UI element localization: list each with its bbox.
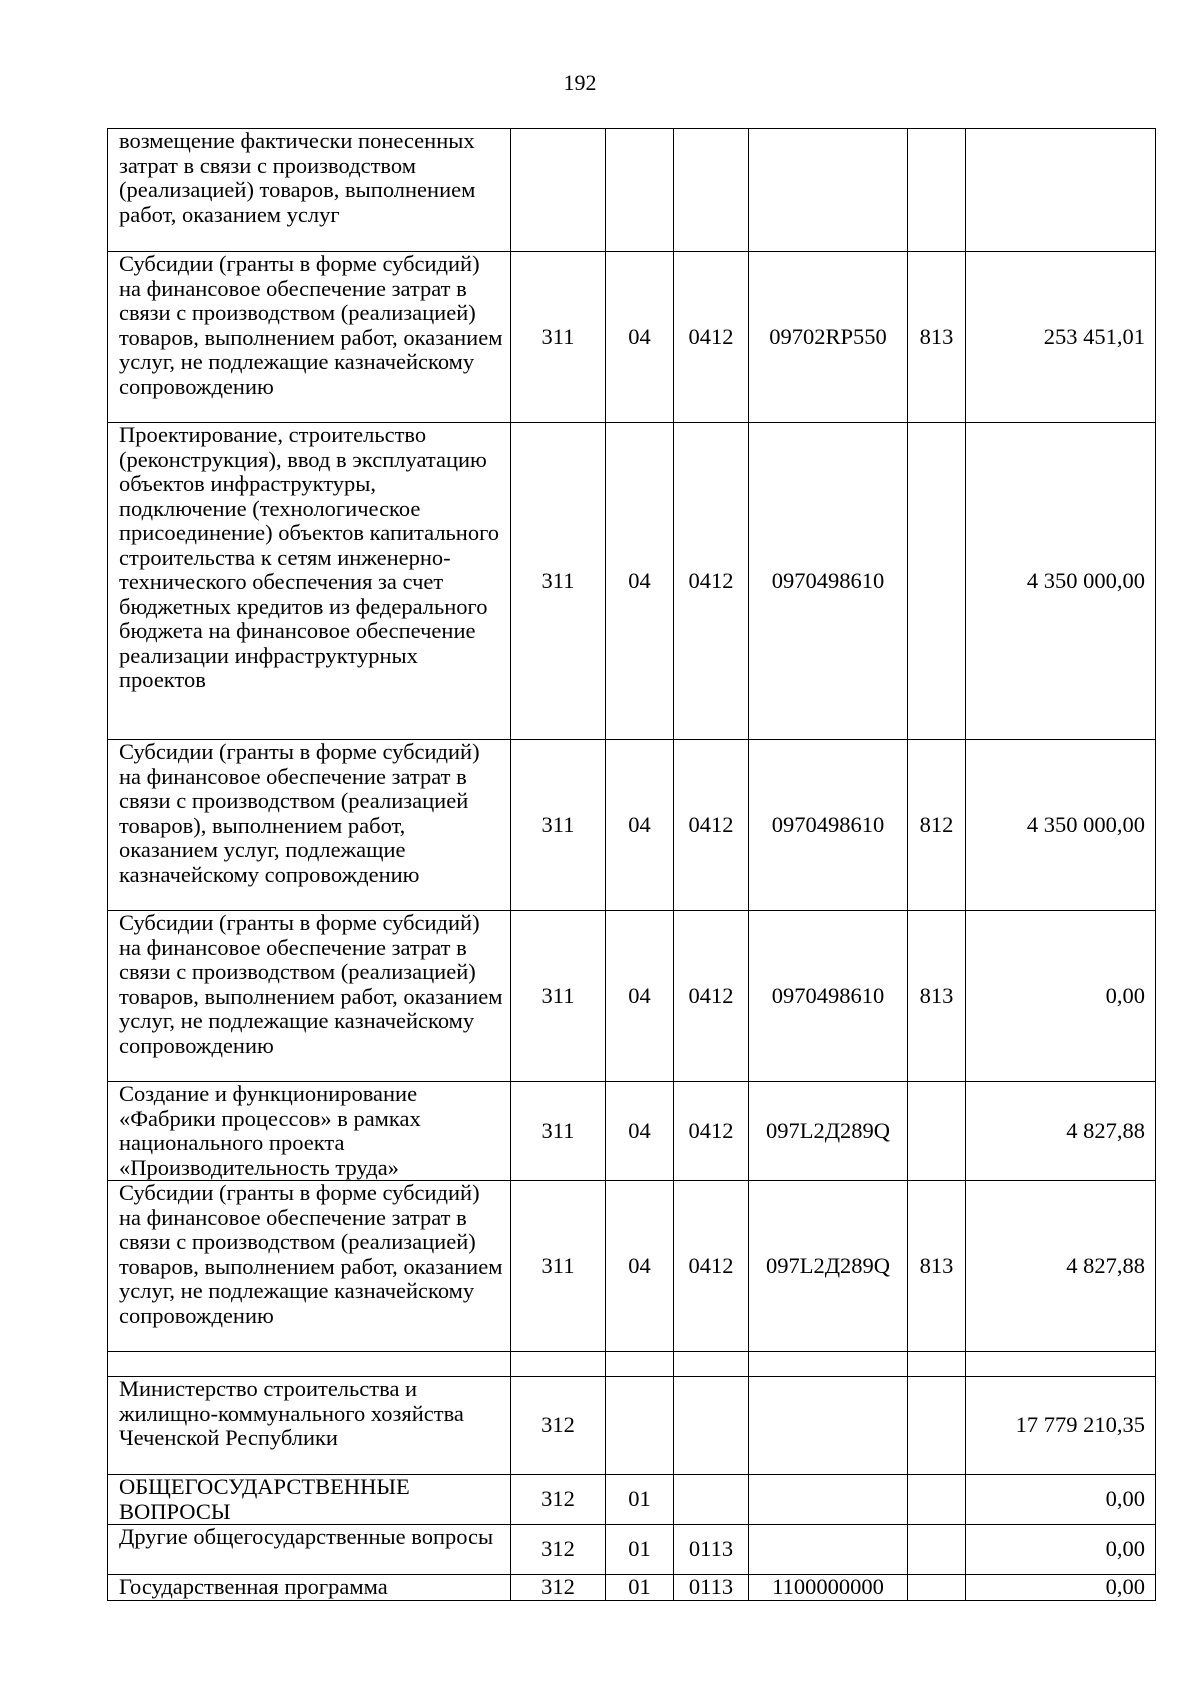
- row-vr: [908, 1377, 966, 1475]
- row-grbs: 312: [511, 1377, 606, 1475]
- row-grbs: 311: [511, 1181, 606, 1352]
- row-name: возмещение фактически понесенных затрат в связи с производством (реализацией) товаров, выполнением работ, оказанием услуг: [108, 129, 511, 252]
- row-sum: 253 451,01: [966, 252, 1156, 423]
- table-row: [108, 129, 1156, 252]
- row-grbs: 311: [511, 1082, 606, 1181]
- row-vr: [908, 1082, 966, 1181]
- row-pr: 0113: [674, 1525, 749, 1575]
- row-rz: [606, 1352, 674, 1377]
- row-csr: [749, 1475, 908, 1525]
- row-vr: 812: [908, 740, 966, 911]
- row-rz: 04: [606, 1082, 674, 1181]
- row-name: Проектирование, строительство (реконструкция), ввод в эксплуатацию объектов инфраструктуры, подключение (технологическое присоединение) объектов капитального строительства к сетям инженерно-технического обеспечения за счет бюджетных кредитов из федерального бюджета на финансовое обеспечение реализации инфраструктурных проектов: [108, 423, 511, 740]
- row-csr: 1100000000: [749, 1575, 908, 1601]
- table-row: [108, 1352, 1156, 1377]
- row-pr: 0412: [674, 423, 749, 740]
- row-csr: [749, 129, 908, 252]
- row-grbs: 311: [511, 740, 606, 911]
- table-row: [108, 423, 1156, 740]
- row-vr: 813: [908, 252, 966, 423]
- page-number: 192: [563, 70, 597, 95]
- row-pr: 0412: [674, 252, 749, 423]
- row-rz: 01: [606, 1525, 674, 1575]
- row-csr: 097L2Д289Q: [749, 1181, 908, 1352]
- row-grbs: 311: [511, 423, 606, 740]
- row-csr: [749, 1352, 908, 1377]
- row-rz: 04: [606, 911, 674, 1082]
- row-pr: 0412: [674, 911, 749, 1082]
- row-sum: 0,00: [966, 1575, 1156, 1601]
- row-rz: 01: [606, 1475, 674, 1525]
- row-rz: 01: [606, 1575, 674, 1601]
- budget-table: [107, 128, 1156, 1601]
- row-name: Государственная программа: [108, 1575, 511, 1601]
- row-name: Субсидии (гранты в форме субсидий) на финансовое обеспечение затрат в связи с производством (реализацией) товаров, выполнением работ, оказанием услуг, не подлежащие казначейскому сопровождению: [108, 252, 511, 423]
- row-sum: 4 827,88: [966, 1082, 1156, 1181]
- row-rz: 04: [606, 740, 674, 911]
- row-pr: 0412: [674, 1082, 749, 1181]
- row-pr: 0113: [674, 1575, 749, 1601]
- row-csr: 0970498610: [749, 911, 908, 1082]
- row-vr: 813: [908, 911, 966, 1082]
- row-sum: 4 350 000,00: [966, 740, 1156, 911]
- table-row: [108, 252, 1156, 423]
- row-sum: 4 827,88: [966, 1181, 1156, 1352]
- row-pr: [674, 1352, 749, 1377]
- row-grbs: 312: [511, 1475, 606, 1525]
- table-row: [108, 1082, 1156, 1181]
- row-sum: [966, 129, 1156, 252]
- row-grbs: 311: [511, 252, 606, 423]
- row-grbs: 311: [511, 911, 606, 1082]
- row-csr: [749, 1377, 908, 1475]
- row-grbs: 312: [511, 1575, 606, 1601]
- table-row: [108, 1525, 1156, 1575]
- row-name: Другие общегосударственные вопросы: [108, 1525, 511, 1575]
- row-csr: 0970498610: [749, 423, 908, 740]
- row-vr: [908, 1575, 966, 1601]
- row-name: Субсидии (гранты в форме субсидий) на финансовое обеспечение затрат в связи с производством (реализацией товаров), выполнением работ, оказанием услуг, подлежащие казначейскому сопровождению: [108, 740, 511, 911]
- row-rz: 04: [606, 252, 674, 423]
- row-name: Субсидии (гранты в форме субсидий) на финансовое обеспечение затрат в связи с производством (реализацией) товаров, выполнением работ, оказанием услуг, не подлежащие казначейскому сопровождению: [108, 911, 511, 1082]
- row-pr: 0412: [674, 1181, 749, 1352]
- row-rz: [606, 1377, 674, 1475]
- table-row: [108, 1377, 1156, 1475]
- row-vr: [908, 129, 966, 252]
- row-csr: 09702RP550: [749, 252, 908, 423]
- row-csr: 097L2Д289Q: [749, 1082, 908, 1181]
- row-pr: [674, 129, 749, 252]
- row-vr: [908, 1352, 966, 1377]
- row-sum: 4 350 000,00: [966, 423, 1156, 740]
- row-sum: 0,00: [966, 1475, 1156, 1525]
- row-vr: [908, 423, 966, 740]
- row-sum: 0,00: [966, 1525, 1156, 1575]
- row-name: Создание и функционирование «Фабрики процессов» в рамках национального проекта «Производительность труда»: [108, 1082, 511, 1181]
- row-pr: [674, 1475, 749, 1525]
- row-name: Министерство строительства и жилищно-коммунального хозяйства Чеченской Республики: [108, 1377, 511, 1475]
- row-vr: 813: [908, 1181, 966, 1352]
- row-rz: 04: [606, 1181, 674, 1352]
- row-grbs: [511, 1352, 606, 1377]
- row-name: Субсидии (гранты в форме субсидий) на финансовое обеспечение затрат в связи с производством (реализацией) товаров, выполнением работ, оказанием услуг, не подлежащие казначейскому сопровождению: [108, 1181, 511, 1352]
- row-pr: 0412: [674, 740, 749, 911]
- row-rz: 04: [606, 423, 674, 740]
- row-grbs: [511, 129, 606, 252]
- row-pr: [674, 1377, 749, 1475]
- row-grbs: 312: [511, 1525, 606, 1575]
- row-csr: [749, 1525, 908, 1575]
- table-row: [108, 740, 1156, 911]
- row-sum: 17 779 210,35: [966, 1377, 1156, 1475]
- table-row: [108, 911, 1156, 1082]
- row-name: ОБЩЕГОСУДАРСТВЕННЫЕ ВОПРОСЫ: [108, 1475, 511, 1525]
- row-vr: [908, 1475, 966, 1525]
- row-csr: 0970498610: [749, 740, 908, 911]
- row-vr: [908, 1525, 966, 1575]
- table-row: [108, 1475, 1156, 1525]
- row-rz: [606, 129, 674, 252]
- table-row: [108, 1575, 1156, 1601]
- row-sum: 0,00: [966, 911, 1156, 1082]
- row-name: [108, 1352, 511, 1377]
- table-row: [108, 1181, 1156, 1352]
- row-sum: [966, 1352, 1156, 1377]
